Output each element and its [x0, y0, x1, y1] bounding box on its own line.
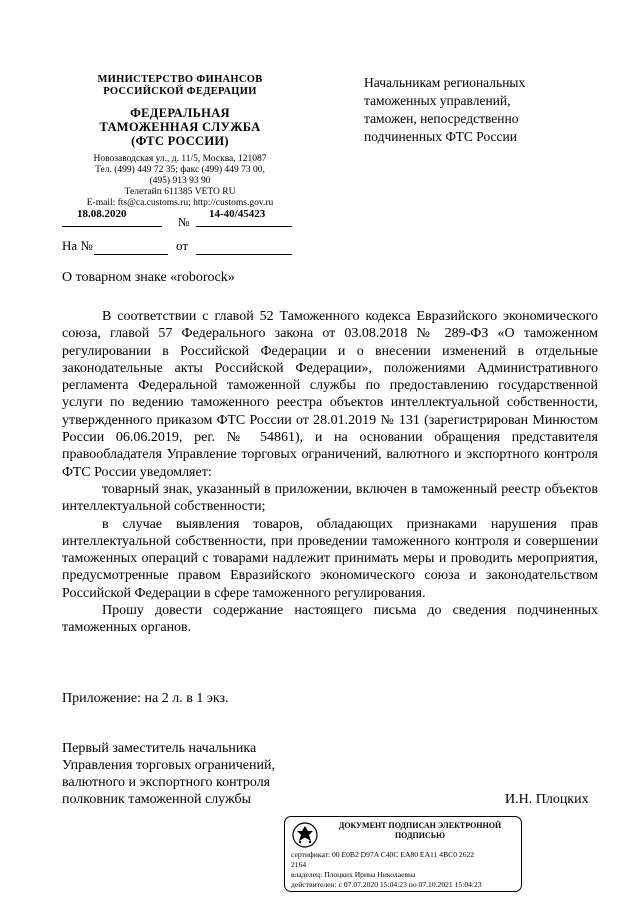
stamp-certificate-line-1: сертификат: 00 E0B2 D97A C40C EA80 EA11 4BC0 2622 — [291, 850, 475, 859]
ministry-line-1: МИНИСТЕРСТВО ФИНАНСОВ — [97, 74, 263, 85]
reply-label: На № — [62, 238, 93, 253]
signature-position-4: полковник таможенной службы — [62, 792, 252, 807]
from-underline — [196, 254, 292, 255]
stamp-title-line-2: ПОДПИСЬЮ — [394, 831, 446, 840]
service-line-2: ТАМОЖЕННАЯ СЛУЖБА — [99, 120, 261, 134]
ministry-line-2: РОССИЙСКОЙ ФЕДЕРАЦИИ — [103, 86, 257, 97]
address-line-5: E-mail: fts@ca.customs.ru; http://customs.gov.ru — [86, 198, 274, 208]
body-paragraph-4: Прошу довести содержание настоящего письма до сведения подчиненных таможенных органов. — [62, 603, 598, 636]
body-paragraph-2: товарный знак, указанный в приложении, включен в таможенный реестр объектов интеллектуальной собственности; — [62, 481, 598, 515]
emblem-icon — [291, 821, 319, 849]
service-line-1: ФЕДЕРАЛЬНАЯ — [130, 106, 230, 120]
date-underline — [62, 226, 162, 227]
recipient-line-3: таможен, непосредственно — [364, 111, 519, 126]
letterhead — [60, 74, 300, 209]
address-line-3: (495) 913 93 90 — [149, 176, 211, 186]
signature-position-1: Первый заместитель начальника — [62, 741, 257, 756]
stamp-validity: действителен: с 07.07.2020 15:04:23 по 07.10.2021 15:04:23 — [291, 880, 482, 889]
stamp-title-line-1: ДОКУМЕНТ ПОДПИСАН ЭЛЕКТРОННОЙ — [338, 821, 502, 830]
address-line-4: Телетайп 611385 VETO RU — [124, 187, 236, 197]
stamp-certificate-line-2: 2164 — [291, 860, 307, 869]
document-date: 18.08.2020 — [77, 208, 127, 220]
signature-position-3: валютного и экспортного контроля — [62, 775, 271, 790]
attachment-note: Приложение: на 2 л. в 1 экз. — [62, 691, 229, 706]
recipient-line-1: Начальникам региональных — [364, 75, 526, 90]
address-line-2: Тел. (499) 449 72 35; факс (499) 449 73 00, — [95, 165, 265, 175]
electronic-signature-stamp — [284, 816, 522, 892]
document-number: 14-40/45423 — [209, 208, 266, 220]
from-label: от — [176, 238, 189, 253]
reply-underline — [94, 254, 168, 255]
stamp-title — [323, 821, 517, 841]
stamp-owner: владелец: Плоцких Ирина Николаевна — [291, 870, 416, 879]
signature-block — [62, 740, 342, 808]
signature-position-2: Управления торговых ограничений, — [62, 758, 275, 773]
service-line-3: (ФТС РОССИИ) — [131, 134, 229, 148]
signatory-name: И.Н. Плоцких — [505, 792, 589, 807]
body-paragraph-1: В соответствии с главой 52 Таможенного кодекса Евразийского экономического союза, главой 57 Федерального закона от 03.08.2018 № 289-ФЗ «О таможенном регулировании в Российской Федерации и о внесении изменений в отдельные законодательные акты Российской Федерации», положениями Административного регламента Федеральной таможенной службы по предоставлению государственной услуги по ведению таможенного реестра объектов интеллектуальной собственности, утвержденного приказом ФТС России от 28.01.2019 № 131 (зарегистрирован Минюстом России 06.06.2019, рег. № 54861), и на основании обращения представителя правообладателя Управление торговых ограничений, валютного и экспортного контроля ФТС России уведомляет: — [62, 309, 598, 480]
stamp-details — [291, 850, 517, 890]
address-line-1: Новозаводская ул., д. 11/5, Москва, 121087 — [93, 154, 267, 164]
recipient-line-2: таможенных управлений, — [364, 93, 511, 108]
subject-line: О товарном знаке «roborock» — [62, 270, 235, 285]
recipient-block — [364, 74, 604, 146]
number-sign: № — [178, 215, 190, 229]
recipient-line-4: подчиненных ФТС России — [364, 129, 517, 144]
number-underline — [196, 226, 292, 227]
body-paragraph-3: в случае выявления товаров, обладающих признаками нарушения прав интеллектуальной собственности, при проведении таможенного контроля и совершении таможенных операций с товарами надлежит принимать меры и проводить мероприятия, предусмотренные правом Евразийского экономического союза и законодательством Российской Федерации в сфере таможенного регулирования. — [62, 516, 598, 601]
letter-body — [62, 308, 598, 637]
